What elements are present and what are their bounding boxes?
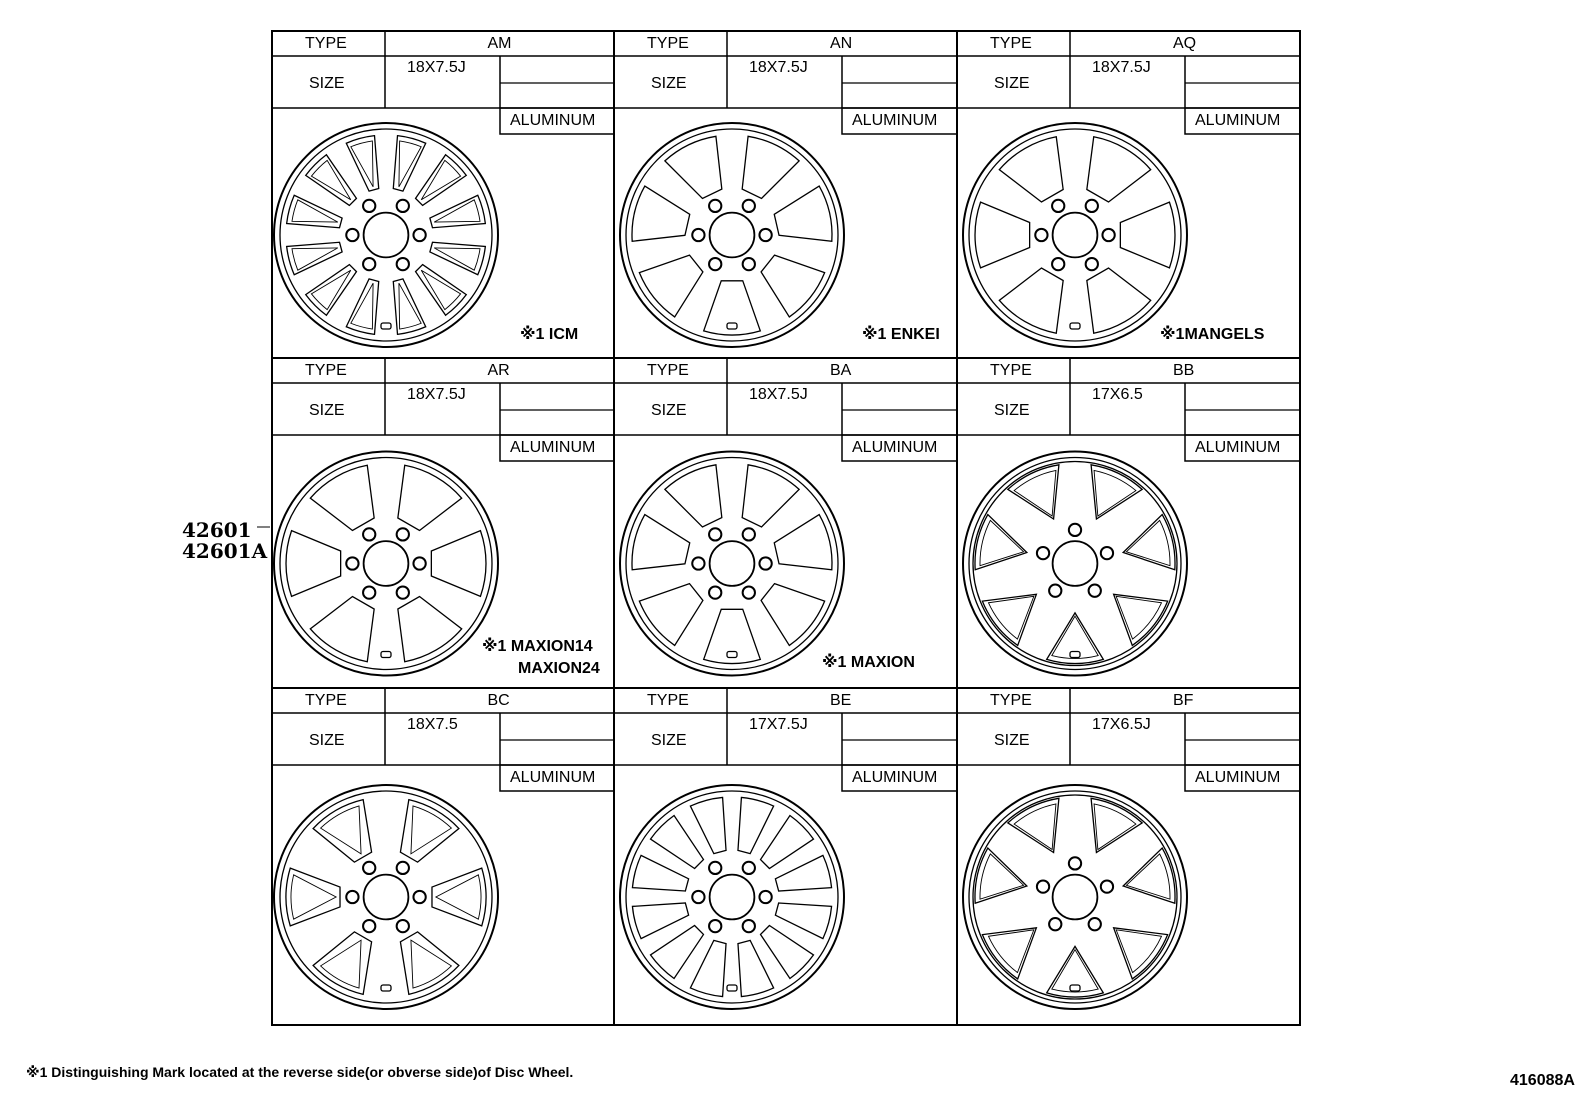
lug-hole	[397, 528, 409, 540]
spoke-window-inner	[434, 200, 480, 222]
rim-outer	[620, 785, 844, 1009]
material-label: ALUMINUM	[852, 112, 938, 129]
lug-hole	[1037, 547, 1049, 559]
lug-hole	[759, 229, 771, 241]
center-bore	[1053, 213, 1098, 258]
wheel-drawing-bb	[963, 452, 1187, 676]
type-label: TYPE	[647, 35, 689, 52]
rim-inner	[973, 795, 1177, 999]
type-value: BE	[830, 692, 852, 709]
document-id: 416088A	[1510, 1072, 1575, 1089]
lug-hole	[413, 891, 425, 903]
size-label: SIZE	[651, 402, 687, 419]
spoke-window	[430, 195, 485, 227]
spoke-window-inner	[292, 248, 338, 270]
lug-hole	[1052, 258, 1064, 270]
rim-inner	[280, 458, 492, 670]
table-border	[272, 31, 1300, 1025]
spoke-window	[690, 797, 726, 853]
spoke-window	[632, 186, 690, 241]
lug-hole	[692, 891, 704, 903]
spoke-window	[742, 136, 799, 198]
spoke-window	[430, 242, 485, 274]
spoke-window	[632, 515, 690, 570]
type-value: BA	[830, 362, 852, 379]
lug-hole	[397, 920, 409, 932]
spoke-window	[393, 136, 425, 191]
spoke-window	[346, 136, 378, 191]
lug-hole	[397, 258, 409, 270]
spoke-window-inner	[399, 283, 421, 329]
lug-hole	[346, 229, 358, 241]
lug-hole	[363, 200, 375, 212]
spoke-window	[432, 868, 486, 926]
center-bore	[364, 541, 409, 586]
spoke-window	[306, 265, 357, 316]
lug-hole	[759, 891, 771, 903]
spoke-window-inner	[321, 806, 361, 854]
spoke-window	[632, 855, 688, 891]
spoke-window	[738, 797, 774, 853]
spoke-window	[738, 940, 774, 996]
spoke-window	[761, 255, 825, 317]
spoke-window	[1047, 946, 1104, 997]
type-value: AN	[830, 35, 853, 52]
size-label: SIZE	[651, 732, 687, 749]
spoke-window	[313, 800, 372, 862]
wheel-drawing-bc	[274, 785, 498, 1009]
spoke-window	[1087, 268, 1151, 333]
size-value: 18X7.5J	[749, 386, 808, 403]
spoke-window-inner	[311, 270, 350, 309]
size-label: SIZE	[309, 75, 345, 92]
spoke-window	[416, 265, 467, 316]
rim-outer	[963, 452, 1187, 676]
lug-hole	[709, 920, 721, 932]
lug-hole	[743, 528, 755, 540]
spoke-window	[760, 815, 813, 868]
material-label: ALUMINUM	[1195, 439, 1281, 456]
type-value: AM	[487, 35, 512, 52]
size-value: 18X7.5J	[749, 59, 808, 76]
size-label: SIZE	[994, 402, 1030, 419]
spoke-window-inner	[421, 160, 460, 199]
spoke-window-inner	[351, 283, 373, 329]
part-number-42601a: 42601A	[182, 539, 268, 563]
spoke-window	[1120, 202, 1175, 268]
type-value: AQ	[1173, 35, 1197, 52]
lug-hole	[709, 862, 721, 874]
spoke-window	[650, 925, 703, 978]
valve-stem	[727, 323, 737, 329]
spoke-window	[1047, 613, 1104, 664]
lug-hole	[759, 557, 771, 569]
size-value: 17X6.5J	[1092, 716, 1151, 733]
center-bore	[710, 213, 755, 258]
type-label: TYPE	[990, 35, 1032, 52]
spoke-window	[287, 195, 342, 227]
material-label: ALUMINUM	[1195, 112, 1281, 129]
distinguishing-mark: ※1 MAXION	[822, 654, 915, 671]
lug-hole	[363, 528, 375, 540]
lug-hole	[1049, 918, 1061, 930]
type-label: TYPE	[305, 692, 347, 709]
spoke-window	[775, 903, 831, 939]
rim-inner	[969, 458, 1181, 670]
spoke-window	[665, 465, 722, 527]
spoke-window	[774, 515, 832, 570]
lug-hole	[413, 229, 425, 241]
lug-hole	[1049, 585, 1061, 597]
material-label: ALUMINUM	[510, 112, 596, 129]
spoke-window	[639, 255, 703, 317]
lug-hole	[397, 200, 409, 212]
lug-hole	[1035, 229, 1047, 241]
spoke-window	[416, 155, 467, 206]
wheel-drawing-be	[620, 785, 844, 1009]
rim-outer	[274, 785, 498, 1009]
spoke-window	[398, 597, 462, 662]
center-bore	[364, 875, 409, 920]
spoke-window	[431, 531, 486, 597]
lug-hole	[709, 586, 721, 598]
lug-hole	[1101, 880, 1113, 892]
spoke-window	[650, 815, 703, 868]
wheel-drawing-bf	[963, 785, 1187, 1009]
part-number-42601: 42601	[182, 518, 252, 542]
type-label: TYPE	[990, 362, 1032, 379]
lug-hole	[1069, 857, 1081, 869]
distinguishing-mark: ※1MANGELS	[1160, 326, 1265, 343]
size-label: SIZE	[994, 75, 1030, 92]
spoke-window-inner	[421, 270, 460, 309]
lug-hole	[1102, 229, 1114, 241]
wheel-drawing-aq	[963, 123, 1187, 347]
spoke-window	[310, 465, 374, 530]
spoke-window-inner	[321, 940, 361, 988]
wheel-drawing-am	[274, 123, 498, 347]
spoke-window	[306, 155, 357, 206]
lug-hole	[709, 528, 721, 540]
lug-hole	[743, 586, 755, 598]
lug-hole	[413, 557, 425, 569]
spoke-window-inner	[399, 141, 421, 187]
lug-hole	[1101, 547, 1113, 559]
type-value: BC	[487, 692, 510, 709]
spoke-window-inner	[1052, 616, 1098, 658]
rim-outer	[620, 123, 844, 347]
lug-hole	[1069, 524, 1081, 536]
spoke-window	[400, 932, 459, 994]
rim-inner	[969, 791, 1181, 1003]
type-label: TYPE	[305, 35, 347, 52]
rim-outer	[620, 452, 844, 676]
wheel-drawing-ar	[274, 452, 498, 676]
type-label: TYPE	[305, 362, 347, 379]
lug-hole	[346, 891, 358, 903]
material-label: ALUMINUM	[510, 769, 596, 786]
material-label: ALUMINUM	[1195, 769, 1281, 786]
spoke-window	[742, 465, 799, 527]
valve-stem	[381, 652, 391, 658]
wheel-drawing-ba	[620, 452, 844, 676]
center-bore	[1053, 875, 1098, 920]
spoke-window-inner	[411, 806, 451, 854]
spoke-window-inner	[436, 875, 481, 919]
size-label: SIZE	[309, 402, 345, 419]
type-value: BB	[1173, 362, 1195, 379]
lug-hole	[1086, 200, 1098, 212]
material-label: ALUMINUM	[852, 439, 938, 456]
size-label: SIZE	[994, 732, 1030, 749]
spoke-window	[665, 136, 722, 198]
spoke-window	[690, 940, 726, 996]
spoke-window-inner	[434, 248, 480, 270]
part-number-callout	[182, 520, 267, 562]
lug-hole	[1037, 880, 1049, 892]
spoke-window	[1087, 137, 1151, 202]
lug-hole	[743, 200, 755, 212]
rim-outer	[274, 452, 498, 676]
wheel-drawing-an	[620, 123, 844, 347]
spoke-window	[310, 597, 374, 662]
lug-hole	[1089, 918, 1101, 930]
spoke-window	[761, 584, 825, 646]
lug-hole	[709, 258, 721, 270]
lug-hole	[743, 920, 755, 932]
spoke-window	[774, 186, 832, 241]
spoke-window	[287, 242, 342, 274]
size-value: 17X7.5J	[749, 716, 808, 733]
spoke-window-inner	[292, 200, 338, 222]
center-bore	[1053, 541, 1098, 586]
distinguishing-mark: MAXION24	[518, 660, 600, 677]
spoke-window-inner	[311, 160, 350, 199]
rim-outer	[963, 785, 1187, 1009]
type-label: TYPE	[990, 692, 1032, 709]
spoke-window	[346, 279, 378, 334]
spoke-window	[286, 868, 340, 926]
material-label: ALUMINUM	[852, 769, 938, 786]
rim-inner	[626, 791, 838, 1003]
lug-hole	[363, 586, 375, 598]
distinguishing-mark: ※1 ENKEI	[862, 326, 940, 343]
lug-hole	[1086, 258, 1098, 270]
lug-hole	[397, 586, 409, 598]
lug-hole	[692, 557, 704, 569]
center-bore	[710, 875, 755, 920]
size-label: SIZE	[651, 75, 687, 92]
lug-hole	[363, 258, 375, 270]
spoke-window	[760, 925, 813, 978]
lug-hole	[363, 920, 375, 932]
spoke-window	[398, 465, 462, 530]
rim-inner	[973, 462, 1177, 666]
spoke-window-inner	[411, 940, 451, 988]
lug-hole	[397, 862, 409, 874]
size-value: 18X7.5J	[1092, 59, 1151, 76]
size-value: 18X7.5J	[407, 386, 466, 403]
lug-hole	[743, 258, 755, 270]
valve-stem	[1070, 652, 1080, 658]
center-bore	[364, 213, 409, 258]
rim-inner	[626, 458, 838, 670]
spoke-window-inner	[291, 875, 336, 919]
lug-hole	[692, 229, 704, 241]
size-value: 17X6.5	[1092, 386, 1143, 403]
rim-inner	[626, 129, 838, 341]
spoke-window	[639, 584, 703, 646]
spoke-window	[286, 531, 341, 597]
valve-stem	[727, 652, 737, 658]
distinguishing-mark: ※1 ICM	[520, 326, 579, 343]
spoke-window	[632, 903, 688, 939]
valve-stem	[381, 323, 391, 329]
size-value: 18X7.5	[407, 716, 458, 733]
rim-inner	[969, 129, 1181, 341]
size-label: SIZE	[309, 732, 345, 749]
valve-stem	[1070, 323, 1080, 329]
center-bore	[710, 541, 755, 586]
rim-outer	[274, 123, 498, 347]
size-value: 18X7.5J	[407, 59, 466, 76]
lug-hole	[1052, 200, 1064, 212]
spoke-window	[999, 137, 1063, 202]
rim-inner	[280, 791, 492, 1003]
type-value: AR	[487, 362, 510, 379]
spoke-window	[313, 932, 372, 994]
spoke-window	[704, 281, 761, 335]
spoke-window	[975, 202, 1030, 268]
rim-outer	[963, 123, 1187, 347]
material-label: ALUMINUM	[510, 439, 596, 456]
spoke-window	[400, 800, 459, 862]
type-label: TYPE	[647, 692, 689, 709]
spoke-window-inner	[1052, 950, 1098, 992]
lug-hole	[346, 557, 358, 569]
rim-inner	[280, 129, 492, 341]
lug-hole	[743, 862, 755, 874]
distinguishing-mark: ※1 MAXION14	[482, 638, 593, 655]
spoke-window	[393, 279, 425, 334]
valve-stem	[1070, 985, 1080, 991]
valve-stem	[727, 985, 737, 991]
footnote: ※1 Distinguishing Mark located at the reverse side(or obverse side)of Disc Wheel.	[26, 1064, 574, 1080]
spoke-window	[999, 268, 1063, 333]
type-value: BF	[1173, 692, 1194, 709]
valve-stem	[381, 985, 391, 991]
lug-hole	[363, 862, 375, 874]
spoke-window-inner	[351, 141, 373, 187]
lug-hole	[709, 200, 721, 212]
lug-hole	[1089, 585, 1101, 597]
type-label: TYPE	[647, 362, 689, 379]
spoke-window	[775, 855, 831, 891]
spoke-window	[704, 609, 761, 663]
